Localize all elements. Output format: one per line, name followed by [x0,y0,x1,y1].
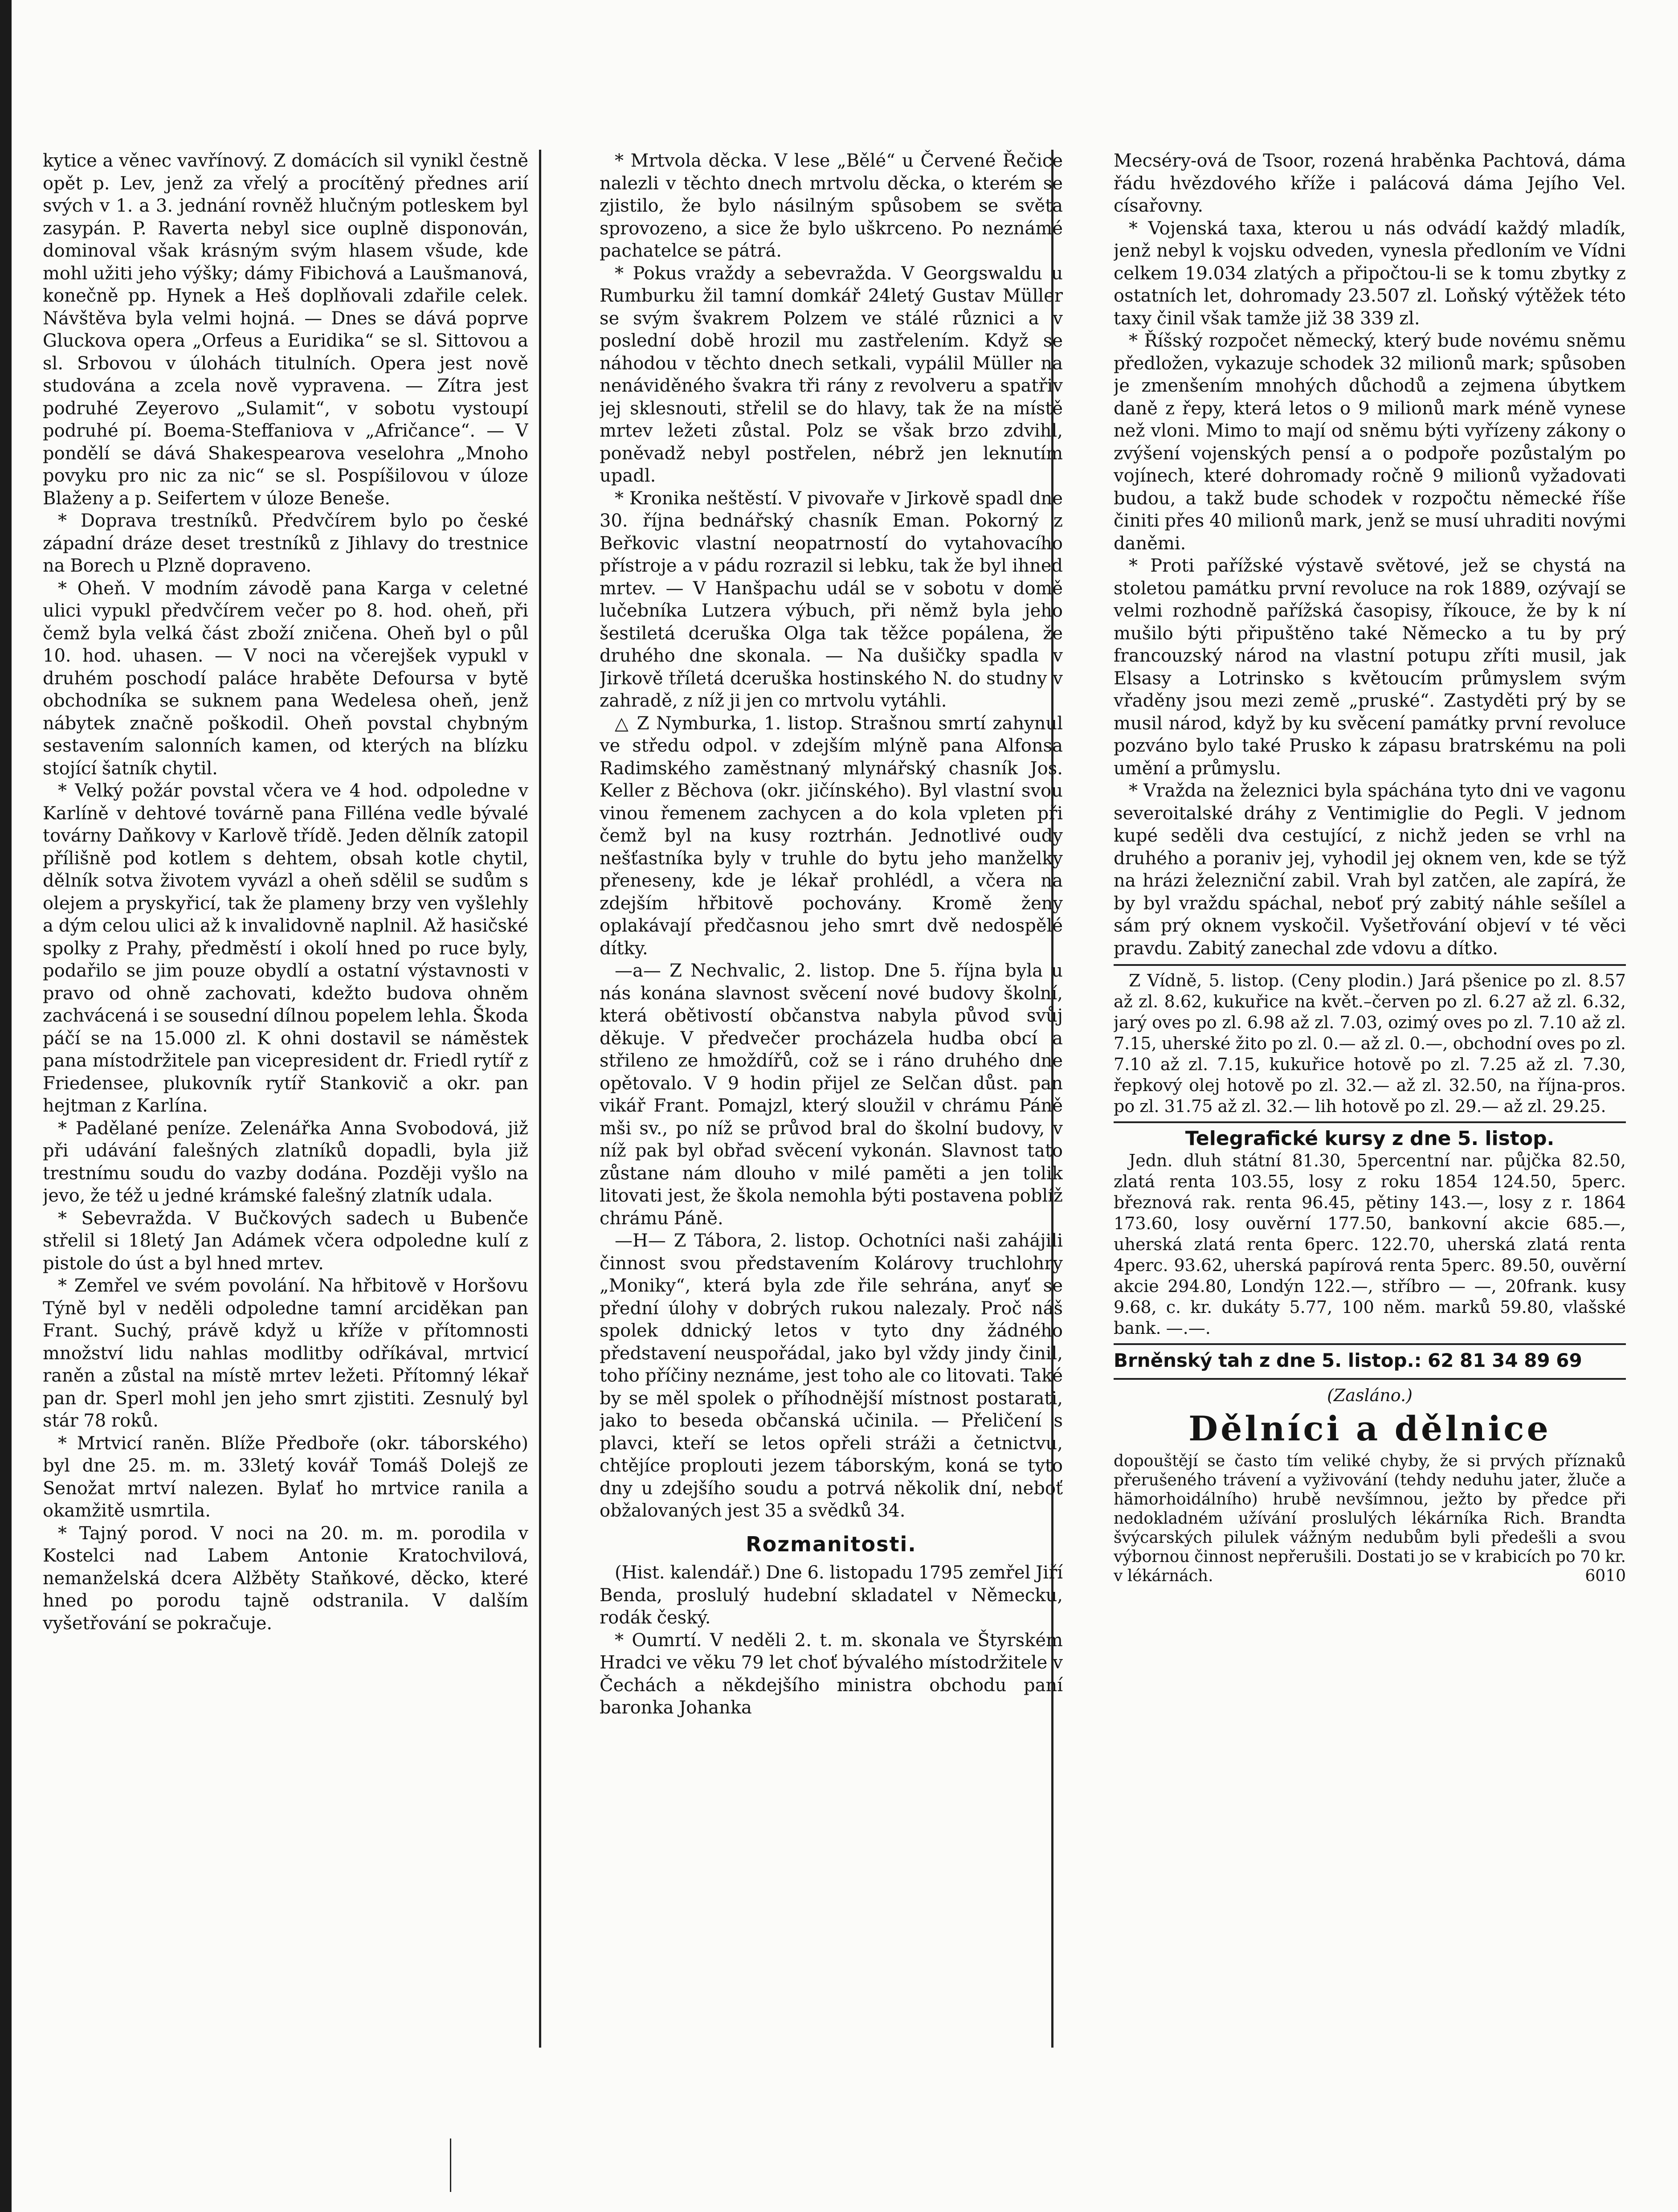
article-paragraph: * Oheň. V modním závodě pana Karga v celetné ulici vypukl předvčírem večer po 8. hod. oheň, při čemž byla velká část zboží zničena. Oheň byl o půl 10. hod. uhasen. — V noci na včerejšek vypukl v druhém poschodí paláce hraběte Defoursa v bytě obchodníka se suknem pana Wedelesa oheň, jenž nábytek značně poškodil. Oheň povstal chybným sestavením salonních kamen, od kterých na blízku stojící šatník chytil. [43,578,528,779]
column-2 [600,150,1063,2016]
article-paragraph: * Padělané peníze. Zelenářka Anna Svobodová, již při udávání falešných zlatníků dopadli, byla již trestnímu soudu do vazby dodána. Později vyšlo na jevo, že též u jedné krámské falešný zlatník udala. [43,1118,528,1206]
column-rule-stub [450,2138,451,2192]
column-1 [43,150,528,2016]
telegraph-title: Telegrafické kursy z dne 5. listop. [1185,1127,1555,1150]
article-paragraph: * Sebevražda. V Bučkových sadech u Bubenče střelil si 18letý Jan Adámek včera odpoledne kulí z pistole do úst a byl hned mrtev. [43,1208,528,1274]
article-paragraph: Mecséry-ová de Tsoor, rozená hraběnka Pachtová, dáma řádu hvězdového kříže i palácová dáma Jejího Vel. císařovny. [1114,151,1626,216]
article-paragraph: —H— Z Tábora, 2. listop. Ochotníci naši zahájili činnost svou představením Kolárovy truchlohry „Moniky“, která byla zde řile sehrána, anyť se přední úlohy v dobrých rukou nalezaly. Proč náš spolek ddnický letos v tyto dny žádného představení neuspořádal, jako byl vždy jindy činil, toho příčiny neznáme, jest toho ale co litovati. Také by se měl spolek o příhodnější místnost postarati, jako to beseda občanská učinila. — Přeličení s plavci, kteří se letos opřeli stráži a četnictvu, chtějíce proplouti jezem táborským, koná se tyto dny u zdejšího soudu a potrvá několik dní, neboť obžalovaných jest 35 a svědků 34. [600,1231,1063,1521]
article-paragraph: * Mrtvicí raněn. Blíže Předboře (okr. táborského) byl dne 25. m. m. 33letý kovář Tomáš Dolejš ze Senožat mrtví nalezen. Bylať ho mrtvice ranila a okamžitě usmrtila. [43,1433,528,1521]
article-paragraph: * Oumrtí. V neděli 2. t. m. skonala ve Štyrském Hradci ve věku 79 let choť bývalého místodržitele v Čechách a někdejšího ministra obchodu paní baronka Johanka [600,1630,1063,1718]
article-paragraph: * Vojenská taxa, kterou u nás odvádí každý mladík, jenž nebyl k vojsku odveden, vynesla předloním ve Vídni celkem 19.034 zlatých a připočtou-li se k tomu zbytky z ostatních let, dohromady 23.507 zl. Loňský výtěžek této taxy činil však tamže již 38 339 zl. [1114,218,1626,329]
ad-text [1114,1451,1626,1586]
article-paragraph: * Pokus vraždy a sebevražda. V Georgswaldu u Rumburku žil tamní domkář 24letý Gustav Müller se svým švakrem Polzem ve stálé různici a v poslední době hrozil mu zastřelením. Když se náhodou v těchto dnech setkali, vypálil Müller na nenáviděného švakra tři rány z revolveru a spatřiv jej sklesnouti, střelil se do hlavy, tak že na místě mrtev ležeti zůstal. Polz se však brzo zdvihl, poněvadž nebyl postřelen, nébrž jen leknutím upadl. [600,263,1063,486]
article-paragraph: △ Z Nymburka, 1. listop. Strašnou smrtí zahynul ve středu odpol. v zdejším mlýně pana Alfonsa Radimského zaměstnaný mlynářský chasník Jos. Keller z Běchova (okr. jičínského). Byl vlastní svou vinou řemenem zachycen a do kola vpleten při čemž byl na kusy roztrhán. Jednotlivé oudy nešťastníka byly v truhle do bytu jeho manželky přeneseny, kde je lékař prohlédl, a včera na zdejším hřbitově pochovány. Kromě ženy oplakávají předčasnou jeho smrt dvě nedospělé dítky. [600,713,1063,959]
article-paragraph: * Tajný porod. V noci na 20. m. m. porodila v Kostelci nad Labem Antonie Kratochvilová, nemanželská dcera Alžběty Staňkové, děcko, které hned po porodu tajně odstranila. V dalším vyšetřování se pokračuje. [43,1523,528,1634]
article-paragraph: —a— Z Nechvalic, 2. listop. Dne 5. října byla u nás konána slavnost svěcení nové budovy školní, která obětivostí občanstva nabyla původ svůj děkuje. V předvečer procházela hudba obcí a střileno ze hmoždířů, což se i ráno druhého dne opětovalo. V 9 hodin přijel ze Selčan důst. pan vikář Frant. Pomajzl, který sloužil v chrámu Páně mši sv., po níž se průvod bral do školní budovy, v níž pak byl obřad svěcení vykonán. Slavnost tato zůstane nám dlouho v milé paměti a jen tolik litovati jest, že škola nemohla býti postavena poblíž chrámu Páně. [600,961,1063,1229]
columns [43,150,1629,2016]
article-paragraph: kytice a věnec vavřínový. Z domácích sil vynikl čestně opět p. Lev, jenž za vřelý a procítěný přednes arií svých v 1. a 3. jednání rovněž hlučným potleskem byl zasypán. P. Raverta nebyl sice ouplně disponován, dominoval však krásným svým hlasem všude, kde mohl užiti jeho výšky; dámy Fibichová a Laušmanová, konečně pp. Hynek a Heš doplňovali zdařile celek. Návštěva byla velmi hojná. — Dnes se dává poprve Gluckova opera „Orfeus a Euridika“ se sl. Sittovou a sl. Srbovou v úlohách titulních. Opera jest nově studována a zcela nově vypravena. — Zítra jest podruhé Zeyerovo „Sulamit“, v sobotu vystoupí podruhé pí. Boema-Steffaniova v „Afričance“. — V pondělí se dává Shakespearova veselohra „Mnoho povyku pro nic za nic“ se sl. Pospíšilovou v úloze Blaženy a p. Seifertem v úloze Beneše. [43,151,528,509]
ad-body-text: dopouštějí se často tím veliké chyby, že si prvých příznaků přerušeného trávení a vyživování (tehdy neduhu jater, žluče a hämorhoidálního) hrubě nevšímnou, ježto by předce při nedokladném užívání proslulých lékárníka Rich. Brandta švýcarských pilulek vážným nedubům byli předešli a svou výbornou činnost nepřerušili. Dostati jo se v krabicích po 70 kr. v lékárnách. [1114,1451,1626,1585]
ad-number: 6010 [1585,1566,1626,1585]
column-3 [1114,150,1626,2016]
article-paragraph: * Proti pařížské výstavě světové, jež se chystá na stoletou památku první revoluce na rok 1889, ozývají se velmi rozhodně pařížská časopisy, říkouce, že by k ní mušilo býti připuštěno také Německo a tu by prý francouzský národ na vlastní potupu zříti musil, jak Elsasy a Lotrinsko s květoucím průmyslem svým vřaděny jsou mezi země „pruské“. Zastyděti prý by se musil národ, když by ku svěcení památky první revoluce pozváno bylo také Prusko k zápasu bratrskému na poli umění a průmyslu. [1114,556,1626,779]
article-paragraph: * Doprava trestníků. Předvčírem bylo po české západní dráze deset trestníků z Jihlavy do trestnice na Borech u Plzně dopraveno. [43,511,528,576]
article-paragraph: * Říšský rozpočet německý, který bude novému sněmu předložen, vykazuje schodek 32 milionů mark; spůsoben je zmenšením mnohých důchodů a zejmena úbytkem daně z řepy, která letos o 9 milionů mark méně vynese než vloni. Mimo to mají od sněmu býti vyřízeny zákony o zvýšení vojenských pensí a o podpoře pozůstalým po vojínech, které dohromady ročně 9 milionů vyžadovati budou, a takž bude schodek v rozpočtu německé říše činiti přes 40 milionů mark, jenž se musí uhraditi novými daněmi. [1114,331,1626,554]
section-title: Rozmanitosti. [746,1532,917,1556]
telegraph-rates: Jedn. dluh státní 81.30, 5percentní nar. půjčka 82.50, zlatá renta 103.55, losy z roku 1854 124.50, 5perc. březnová rak. renta 96.45, pětiny 143.—, losy z r. 1864 173.60, losy ouvěrní 177.50, bankovní akcie 685.—, uherská zlatá renta 6perc. 122.70, uherská zlatá renta 4perc. 93.62, uherská papírová renta 5perc. 89.50, ouvěrní akcie 294.80, Londýn 122.—, stříbro — —, 20frank. kusy 9.68, c. kr. dukáty 5.77, 100 něm. marků 59.80, vlašské bank. —.—. [1114,1150,1626,1338]
advertisement [1114,1378,1626,1586]
divider [1114,1343,1626,1345]
article-paragraph: * Velký požár povstal včera ve 4 hod. odpoledne v Karlíně v dehtové továrně pana Filléna vedle bývalé továrny Daňkovy v Karlově třídě. Jeden dělník zatopil přílišně pod kotlem s dehtem, obsah kotle chytil, dělník sotva životem vyvázl a oheň sdělil se sudům s olejem a pryskyřicí, tak že plameny brzy ven vyšlehly a dým celou ulici až k invalidovně naplnil. Až hasičské spolky z Prahy, předměstí i okolí hned po ruce byly, podařilo se jim pouze obydlí a ostatní výstavnosti v pravo od ohně zachovati, kdežto budova ohněm zachvácená i se sousední dílnou popelem lehla. Škoda páčí se na 15.000 zl. K ohni dostavil se náměstek pana místodržitele pan vicepresident dr. Friedl rytíř z Friedensee, plukovník rytíř Stankovič a okr. pan hejtman z Karlína. [43,781,528,1116]
ad-title: Dělníci a dělnice [1188,1408,1551,1448]
article-paragraph: * Mrtvola děcka. V lese „Bělé“ u Červené Řečice nalezli v těchto dnech mrtvolu děcka, o kterém se zjistilo, že bylo násilným spůsobem se světa sprovozeno, a sice že bylo uškrceno. Po neznámé pachatelce se pátrá. [600,151,1063,261]
divider [1114,964,1626,966]
article-paragraph: * Vražda na železnici byla spáchána tyto dni ve vagonu severoitalské dráhy z Ventimiglie do Pegli. V jednom kupé seděli dva cestující, z nichž jeden se vrhl na druhého a poraniv jej, vyhodil jej oknem ven, kde se týž na hrázi železniční zabil. Vrah byl zatčen, ale zapírá, že by byl vraždu spáchal, neboť prý zabitý náhle sešílel a sám prý oknem vyskočil. Vyšetřování objeví v té věci pravdu. Zabitý zanechal zde vdovu a dítko. [1114,781,1626,959]
market-prices: Z Vídně, 5. listop. (Ceny plodin.) Jará pšenice po zl. 8.57 až zl. 8.62, kukuřice na květ.–červen po zl. 6.27 až zl. 6.32, jarý oves po zl. 6.98 až zl. 7.03, ozimý oves po zl. 7.10 až zl. 7.15, uherské žito po zl. 0.— až zl. 0.—, obchodní oves po zl. 7.10 až zl. 7.15, kukuřice hotově po zl. 7.25 až zl. 7.30, řepkový olej hotově po zl. 32.— až zl. 32.50, na října-pros. po zl. 31.75 až zl. 32.— lih hotově po zl. 29.— až zl. 29.25. [1114,971,1626,1116]
lottery-result: Brněnský tah z dne 5. listop.: 62 81 34 89 69 [1114,1349,1582,1371]
ad-intro: (Zasláno.) [1327,1386,1413,1405]
divider [1114,1121,1626,1123]
scan-edge-shadow [0,0,12,2212]
article-paragraph: * Kronika neštěstí. V pivovaře v Jirkově spadl dne 30. října bednářský chasník Eman. Pokorný z Beřkovic vlastní neopatrností do vytahovacího přístroje a v pádu rozrazil si lebku, tak že byl ihned mrtev. — V Hanšpachu udál se v sobotu v domě lučebníka Lutzera výbuch, při němž byla jeho šestiletá dceruška Olga tak těžce popálena, že druhého dne skonala. — Na dušičky spadla v Jirkově tříletá dceruška hostinského N. do studny v zahradě, z níž ji jen co mrtvolu vytáhli. [600,488,1063,711]
article-paragraph: * Zemřel ve svém povolání. Na hřbitově v Horšovu Týně byl v neděli odpoledne tamní arciděkan pan Frant. Suchý, právě když u kříže v přítomnosti množství lidu nahlas modlitby odříkával, mrtvicí raněn a zůstal na místě mrtev ležeti. Přítomný lékař pan dr. Sperl mohl jen jeho smrt zjistiti. Zesnulý byl stár 78 roků. [43,1276,528,1431]
article-paragraph: (Hist. kalendář.) Dne 6. listopadu 1795 zemřel Jiří Benda, proslulý hudební skladatel v Německu, rodák český. [600,1562,1063,1628]
